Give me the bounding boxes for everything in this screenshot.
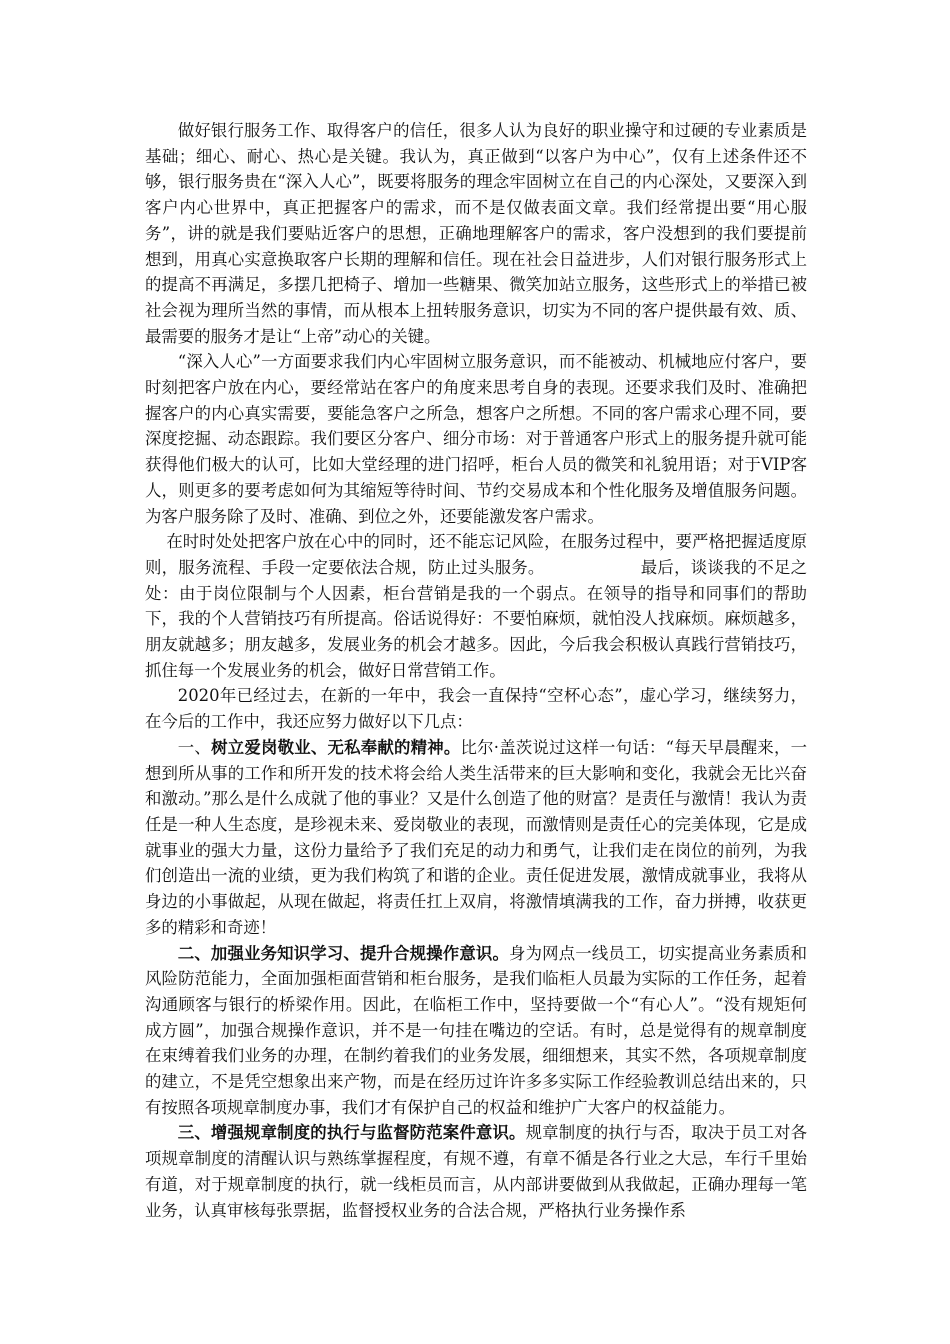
point-three-heading: 三、增强规章制度的执行与监督防范案件意识。 (177, 1123, 526, 1143)
point-one-prefix: 一、 (177, 737, 212, 757)
paragraph-risk-and-shortcomings (145, 529, 807, 683)
paragraph-customer-service: 做好银行服务工作、取得客户的信任，很多人认为良好的职业操守和过硬的专业素质是基础；细心、耐心、热心是关键。我认为，真正做到“以客户为中心”，仅有上述条件还不够，银行服务贵在“深入人心”，既要将服务的理念牢固树立在自己的内心深处，又要深入到客户内心世界中，真正把握客户的需求，而不是仅做表面文章。我们经常提出要“用心服务”，讲的就是我们要贴近客户的思想，正确地理解客户的需求，客户没想到的我们要提前想到，用真心实意换取客户长期的理解和信任。现在社会日益进步，人们对银行服务形式上的提高不再满足，多摆几把椅子、增加一些糖果、微笑加站立服务，这些形式上的举措已被社会视为理所当然的事情，而从根本上扭转服务意识，切实为不同的客户提供最有效、质、最需要的服务才是让“上帝”动心的关键。 (145, 121, 807, 346)
document-page (145, 118, 807, 1223)
paragraph-deep-into-heart: “深入人心”一方面要求我们内心牢固树立服务意识，而不能被动、机械地应付客户，要时刻把客户放在内心，要经常站在客户的角度来思考自身的表现。还要求我们及时、准确把握客户的内心真实需要，要能急客户之所急，想客户之所想。不同的客户需求心理不同，要深度挖掘、动态跟踪。我们要区分客户、细分市场：对于普通客户形式上的服务提升就可能获得他们极大的认可，比如大堂经理的进门招呼，柜台人员的微笑和礼貌用语；对于VIP客人，则更多的要考虑如何为其缩短等待时间、节约交易成本和个性化服务及增值服务问题。为客户服务除了及时、准确、到位之外，还要能激发客户需求。 (145, 352, 807, 526)
paragraph-shortcomings-text: 最后，谈谈我的不足之处：由于岗位限制与个人因素，柜台营销是我的一个弱点。在领导的指导和同事们的帮助下，我的个人营销技巧有所提高。俗话说得好：不要怕麻烦，就怕没人找麻烦。麻烦越多，朋友就越多；朋友越多，发展业务的机会才越多。因此，今后我会积极认真践行营销技巧，抓住每一个发展业务的机会，做好日常营销工作。 (145, 557, 808, 680)
paragraph-new-year: 2020年已经过去，在新的一年中，我会一直保持“空杯心态”，虚心学习，继续努力，在今后的工作中，我还应努力做好以下几点： (145, 686, 807, 732)
paragraph-point-three (145, 1120, 807, 1223)
point-one-body: 比尔·盖茨说过这样一句话：“每天早晨醒来，一想到所从事的工作和所开发的技术将会给人类生活带来的巨大影响和变化，我就会无比兴奋和激动。”那么是什么成就了他的事业？又是什么创造了他的财富？是责任与激情！我认为责任是一种人生态度，是珍视未来、爱岗敬业的表现，而激情则是责任心的完美体现，它是成就事业的强大力量，这份力量给予了我们充足的动力和勇气，让我们走在岗位的前列，为我们创造出一流的业绩，更为我们构筑了和谐的企业。责任促进发展，激情成就事业，我将从身边的小事做起，从现在做起，将责任扛上双肩，将激情填满我的工作，奋力拼搏，收获更多的精彩和奇迹！ (145, 737, 808, 937)
paragraph-point-two (145, 941, 807, 1121)
paragraph-risk-text: 在时时处处把客户放在心中的同时，还不能忘记风险，在服务过程中，要严格把握适度原则，服务流程、手段一定要依法合规，防止过头服务。 (145, 532, 807, 577)
point-two-heading: 二、加强业务知识学习、提升合规操作意识。 (177, 943, 510, 963)
point-three-body: 规章制度的执行与否，取决于员工对各项规章制度的清醒认识与熟练掌握程度，有规不遵，有章不循是各行业之大忌，车行千里始有道，对于规章制度的执行，就一线柜员而言，从内部讲要做到从我做起，正确办理每一笔业务，认真审核每张票据，监督授权业务的合法合规，严格执行业务操作系 (145, 1123, 807, 1220)
paragraph-point-one (145, 735, 807, 941)
point-one-heading: 树立爱岗敬业、无私奉献的精神。 (211, 737, 461, 757)
point-two-body: 身为网点一线员工，切实提高业务素质和风险防范能力，全面加强柜面营销和柜台服务，是我们临柜人员最为实际的工作任务，起着沟通顾客与银行的桥梁作用。因此，在临柜工作中，坚持要做一个“有心人”。“没有规矩何成方圆”，加强合规操作意识，并不是一句挂在嘴边的空话。有时，总是觉得有的规章制度在束缚着我们业务的办理，在制约着我们的业务发展，细细想来，其实不然，各项规章制度的建立，不是凭空想象出来产物，而是在经历过许许多多实际工作经验教训总结出来的，只有按照各项规章制度办事，我们才有保护自己的权益和维护广大客户的权益能力。 (145, 943, 807, 1117)
